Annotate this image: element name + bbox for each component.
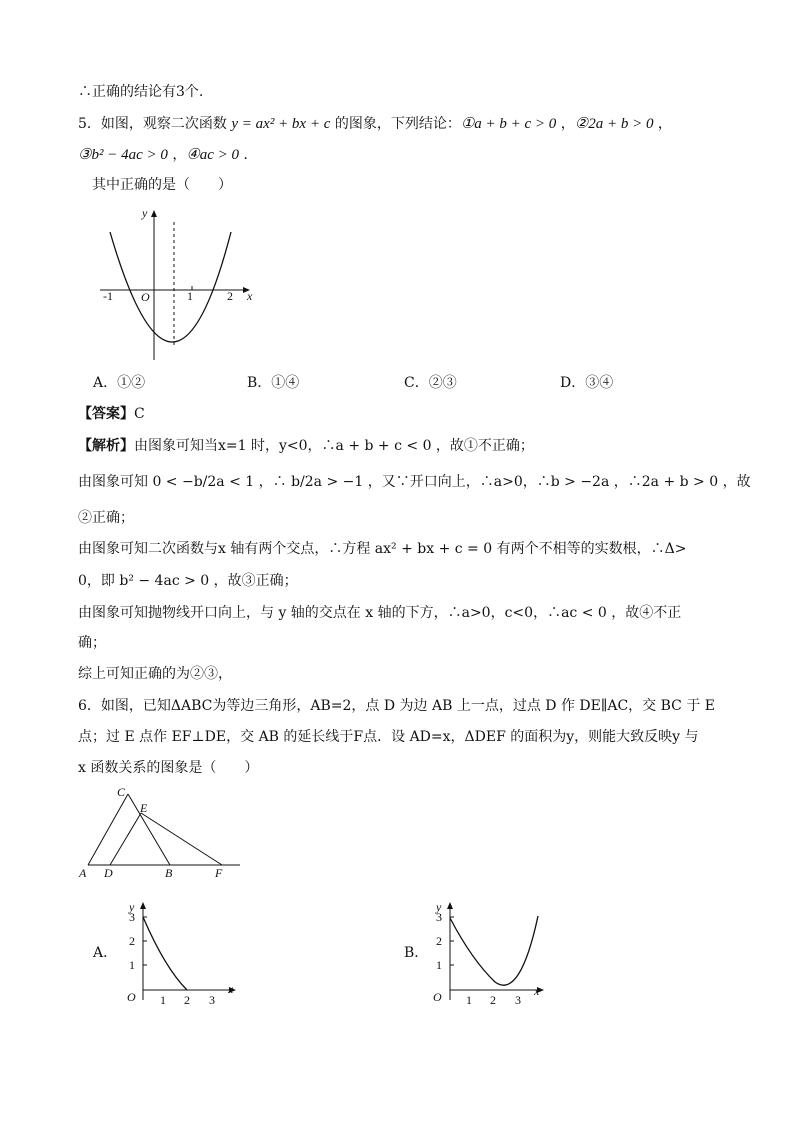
q6-option-a-label: A．	[93, 945, 118, 961]
analysis-text-1: 由图象可知当x=1 时，y<0，∴a + b + c < 0 ，故①不正确；	[134, 438, 534, 454]
intro-text: ∴正确的结论有3个.	[78, 84, 204, 100]
q5-claim-4: ④ac > 0	[186, 147, 240, 163]
q5-end-mark: ．	[243, 147, 258, 163]
optB-x-label: x	[534, 984, 540, 998]
optA-x-label: x	[228, 982, 234, 996]
analysis-text-7: 确；	[78, 635, 106, 651]
optA-xlabel-1: 1	[160, 993, 166, 1007]
optB-y-label: y	[436, 900, 442, 914]
analysis-text-5: 0，即 b² − 4ac > 0 ，故③正确；	[78, 573, 298, 589]
label-e: E	[140, 801, 148, 815]
optA-y-label: y	[129, 900, 135, 914]
q5-claim-3: ③b² − 4ac > 0	[78, 147, 168, 163]
q5-tick-label-2: 2	[227, 289, 233, 303]
answer-tag: 【答案】	[78, 406, 134, 422]
q5-y-label: y	[142, 206, 148, 220]
analysis-text-8: 综上可知正确的为②③，	[78, 666, 232, 682]
label-f: F	[215, 866, 223, 880]
optA-ylabel-1: 1	[129, 958, 135, 972]
q5-stem-a: 5．如图，观察二次函数	[78, 116, 227, 132]
q6-stem-line1: 6．如图，已知ΔABC为等边三角形，AB=2，点 D 为边 AB 上一点，过点 D 作 DE∥AC，交 BC 于 E	[78, 698, 715, 714]
optB-ylabel-2: 2	[436, 934, 442, 948]
answer-value: C	[134, 406, 145, 422]
analysis-text-4: 由图象可知二次函数与x 轴有两个交点，∴方程 ax² + bx + c = 0 有两个不相等的实数根，∴Δ>	[78, 541, 687, 557]
optB-ylabel-1: 1	[436, 958, 442, 972]
q5-x-label: x	[247, 289, 253, 303]
q5-function: y = ax² + bx + c	[231, 116, 331, 132]
optB-curve	[450, 916, 538, 985]
optB-xlabel-2: 2	[490, 993, 496, 1007]
q5-separator: ，	[560, 116, 575, 132]
optB-y-arrow	[447, 902, 453, 909]
analysis-text-2: 由图象可知 0 < −b/2a < 1 ，∴ b/2a > −1 ，又∵开口向上，∴a>0，∴b > −2a ，∴2a + b > 0 ，故	[78, 474, 751, 490]
q5-option-a: A．①②	[93, 375, 146, 391]
optA-ylabel-2: 2	[129, 934, 135, 948]
optB-ylabel-3: 3	[436, 910, 442, 924]
q5-option-c: C．②③	[404, 375, 457, 391]
label-a: A	[79, 866, 87, 880]
q5-claim-2: ②2a + b > 0	[574, 116, 654, 132]
q5-option-d: D．③④	[560, 375, 614, 391]
q5-claim-1: ①a + b + c > 0	[460, 116, 557, 132]
label-d: D	[104, 866, 113, 880]
q5-origin-label: O	[141, 290, 150, 304]
q5-separator: ，	[657, 116, 672, 132]
optA-ylabel-3: 3	[129, 910, 135, 924]
q5-prompt: 其中正确的是（ ）	[92, 177, 232, 193]
q5-option-b: B．①④	[247, 375, 300, 391]
optA-xlabel-2: 2	[184, 993, 190, 1007]
q6-option-b-label: B．	[404, 945, 429, 961]
q5-separator: ，	[172, 147, 187, 163]
q5-tick-label-1: 1	[187, 289, 193, 303]
q5-tick-label-minus1: -1	[103, 289, 113, 303]
label-b: B	[165, 866, 173, 880]
optA-xlabel-3: 3	[209, 993, 215, 1007]
optB-xlabel-3: 3	[515, 993, 521, 1007]
optB-origin: O	[433, 990, 442, 1004]
analysis-text-3: ②正确；	[78, 510, 134, 526]
analysis-text-6: 由图象可知抛物线开口向上，与 y 轴的交点在 x 轴的下方，∴a>0，c<0，∴ac < 0 ，故④不正	[78, 605, 682, 621]
label-c: C	[117, 785, 126, 799]
optB-xlabel-1: 1	[466, 993, 472, 1007]
analysis-tag: 【解析】	[78, 438, 134, 454]
q6-stem-line3: x 函数关系的图象是（ ）	[78, 760, 259, 776]
q5-stem-b: 的图象，下列结论：	[334, 116, 461, 132]
optA-origin: O	[127, 990, 136, 1004]
q6-stem-line2: 点；过 E 点作 EF⊥DE，交 AB 的延长线于F点．设 AD=x，ΔDEF 的面积为y，则能大致反映y 与	[78, 729, 699, 745]
